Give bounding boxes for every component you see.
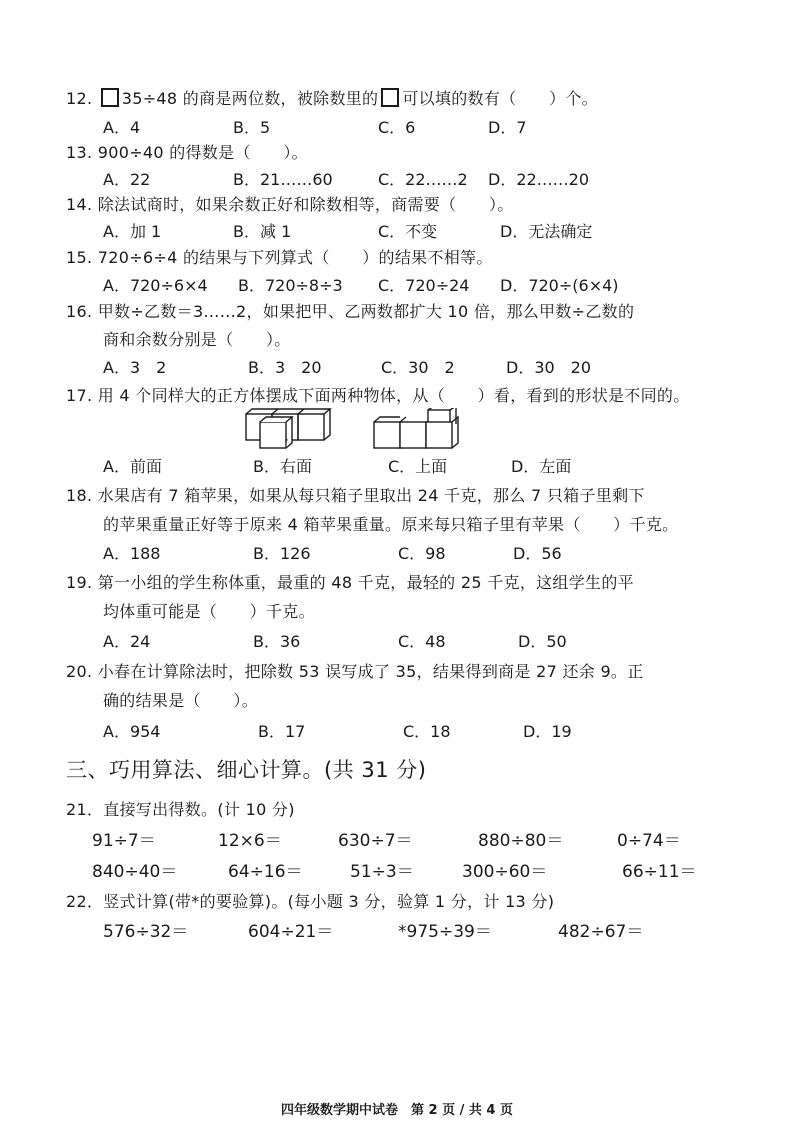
- question-13: [66, 140, 308, 163]
- option-b: B．减 1: [233, 222, 292, 241]
- option-d: D．56: [513, 544, 562, 563]
- page-footer: 四年级数学期中试卷 第 2 页 / 共 4 页: [281, 1103, 513, 1118]
- option-c: C．48: [398, 632, 446, 651]
- question-20-continued: 确的结果是（ ）。: [103, 691, 259, 710]
- option-d: D．左面: [511, 457, 572, 476]
- option-b: B．720÷8÷3: [238, 276, 343, 295]
- option-c: C．18: [403, 722, 451, 741]
- calc-item: 840÷40＝: [92, 862, 178, 882]
- section-title: 三、巧用算法、细心计算。(共 31 分): [66, 758, 427, 782]
- option-c: C．6: [378, 118, 416, 137]
- option-b: B．17: [258, 722, 306, 741]
- calc-item: 64÷16＝: [228, 862, 303, 882]
- question-16: [66, 299, 634, 322]
- question-number: 15.: [66, 248, 93, 267]
- option-b: B．36: [253, 632, 301, 651]
- option-b: B．5: [233, 118, 271, 137]
- question-15: [66, 245, 493, 268]
- question-text: 水果店有 7 箱苹果，如果从每只箱子里取出 24 千克，那么 7 只箱子里剩下: [97, 486, 645, 505]
- question-text: 甲数÷乙数＝3……2，如果把甲、乙两数都扩大 10 倍，那么甲数÷乙数的: [97, 302, 635, 321]
- calc-item: 576÷32＝: [103, 922, 189, 942]
- question-14: [66, 192, 514, 215]
- option-d: D．无法确定: [500, 222, 593, 241]
- cube-figure-1: [240, 408, 340, 450]
- question-21-title: 21．直接写出得数。(计 10 分): [66, 800, 295, 819]
- question-number: 13.: [66, 143, 93, 162]
- question-text: 720÷6÷4 的结果与下列算式（ ）的结果不相等。: [97, 248, 493, 267]
- option-c: C．22……2: [378, 170, 468, 189]
- calc-item: 630÷7＝: [338, 831, 413, 851]
- calc-item: 482÷67＝: [558, 922, 644, 942]
- question-number: 14.: [66, 195, 93, 214]
- cube-figure-2: [370, 408, 470, 450]
- question-text: 除法试商时，如果余数正好和除数相等，商需要（ ）。: [97, 195, 514, 214]
- option-a: A．720÷6×4: [103, 276, 208, 295]
- calc-item: 604÷21＝: [248, 922, 334, 942]
- option-d: D．19: [523, 722, 572, 741]
- calc-item: 0÷74＝: [617, 831, 681, 851]
- option-b: B．右面: [253, 457, 312, 476]
- option-a: A．22: [103, 170, 151, 189]
- question-number: 16.: [66, 302, 93, 321]
- option-c: C．30 2: [381, 358, 455, 377]
- question-18-continued: 的苹果重量正好等于原来 4 箱苹果重量。原来每只箱子里有苹果（ ）千克。: [103, 515, 679, 534]
- question-number: 12.: [66, 89, 93, 108]
- question-text: 用 4 个同样大的正方体摆成下面两种物体，从（ ）看，看到的形状是不同的。: [97, 386, 690, 405]
- option-c: C．98: [398, 544, 446, 563]
- option-d: D．30 20: [506, 358, 592, 377]
- option-a: A．954: [103, 722, 161, 741]
- question-text: 可以填的数有（ ）个。: [402, 89, 598, 108]
- option-a: A．前面: [103, 457, 162, 476]
- question-text: 35÷48 的商是两位数，被除数里的: [121, 89, 379, 108]
- question-number: 18.: [66, 486, 93, 505]
- calc-item: 91÷7＝: [92, 831, 156, 851]
- option-d: D．720÷(6×4): [500, 276, 619, 295]
- option-b: B．21……60: [233, 170, 333, 189]
- question-17: [66, 383, 690, 406]
- question-19-continued: 均体重可能是（ ）千克。: [103, 602, 315, 621]
- option-b: B．126: [253, 544, 311, 563]
- option-c: C．上面: [388, 457, 448, 476]
- calc-item: 880÷80＝: [478, 831, 564, 851]
- calc-item: *975÷39＝: [398, 922, 492, 942]
- question-19: [66, 570, 634, 593]
- calc-item: 300÷60＝: [462, 862, 548, 882]
- calc-item: 51÷3＝: [350, 862, 414, 882]
- option-a: A．24: [103, 632, 151, 651]
- question-20: [66, 659, 644, 682]
- blank-square: [101, 88, 119, 107]
- question-number: 20.: [66, 662, 93, 681]
- blank-square: [381, 88, 399, 107]
- option-c: C．720÷24: [378, 276, 470, 295]
- option-b: B．3 20: [248, 358, 322, 377]
- question-text: 900÷40 的得数是（ ）。: [97, 143, 308, 162]
- option-d: D．7: [488, 118, 527, 137]
- option-c: C．不变: [378, 222, 438, 241]
- question-number: 19.: [66, 573, 93, 592]
- option-a: A．188: [103, 544, 161, 563]
- option-a: A．4: [103, 118, 141, 137]
- option-d: D．22……20: [488, 170, 590, 189]
- question-text: 小春在计算除法时，把除数 53 误写成了 35，结果得到商是 27 还余 9。正: [97, 662, 644, 681]
- question-text: 第一小组的学生称体重，最重的 48 千克，最轻的 25 千克，这组学生的平: [97, 573, 634, 592]
- option-a: A．3 2: [103, 358, 167, 377]
- option-d: D．50: [518, 632, 567, 651]
- option-a: A．加 1: [103, 222, 162, 241]
- calc-item: 66÷11＝: [622, 862, 697, 882]
- question-22-title: 22．竖式计算(带*的要验算)。(每小题 3 分，验算 1 分，计 13 分): [66, 892, 555, 911]
- question-12: [66, 86, 598, 109]
- question-18: [66, 483, 645, 506]
- question-16-continued: 商和余数分别是（ ）。: [103, 330, 291, 349]
- question-number: 17.: [66, 386, 93, 405]
- calc-item: 12×6＝: [218, 831, 282, 851]
